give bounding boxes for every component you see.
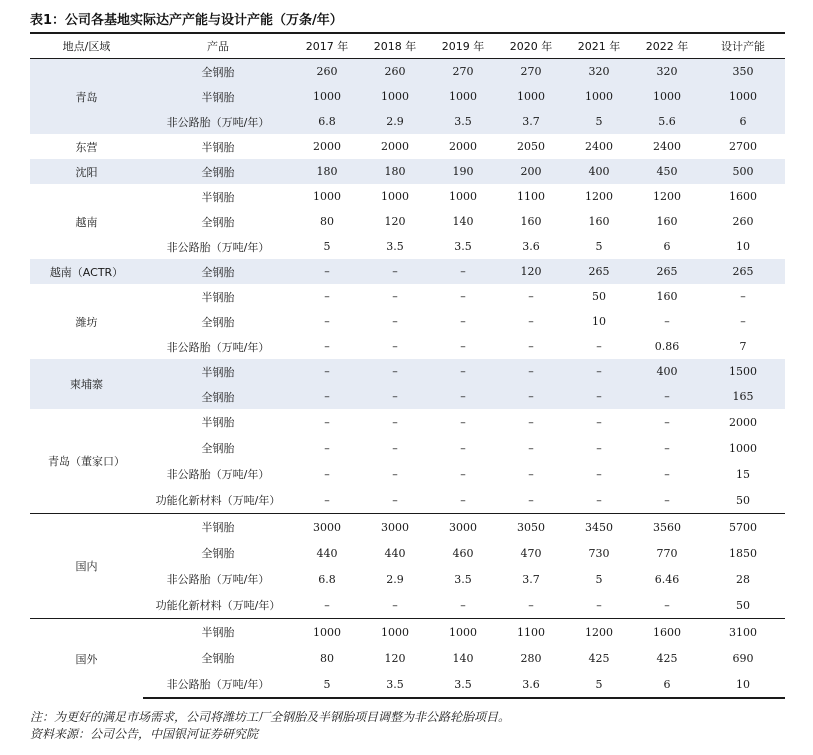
- value-cell: 1100: [497, 619, 565, 646]
- value-cell: –: [293, 359, 361, 384]
- product-cell: 半钢胎: [143, 619, 293, 646]
- value-cell: –: [324, 290, 330, 303]
- value-cell: 440: [316, 546, 338, 560]
- value-cell: –: [596, 415, 602, 429]
- value-cell: 6: [633, 671, 701, 698]
- value-cell: –: [664, 441, 670, 455]
- value-cell: 200: [497, 159, 565, 184]
- product-cell: 半钢胎: [201, 140, 235, 154]
- value-cell: 5.6: [633, 109, 701, 134]
- value-cell: –: [293, 259, 361, 284]
- table-row: [30, 540, 785, 566]
- table-row: [30, 59, 785, 85]
- design-capacity-cell: 1500: [701, 359, 785, 384]
- footnotes: [30, 709, 510, 743]
- design-capacity-cell: 5700: [701, 514, 785, 541]
- value-cell: 3.5: [454, 572, 472, 586]
- value-cell: 280: [520, 651, 542, 665]
- table-row: [30, 645, 785, 671]
- value-cell: 3.5: [429, 671, 497, 698]
- value-cell: 120: [384, 215, 406, 228]
- design-capacity-cell: 690: [732, 651, 754, 665]
- value-cell: 6: [663, 240, 671, 253]
- value-cell: –: [528, 415, 534, 429]
- table-row: [30, 435, 785, 461]
- value-cell: 1000: [361, 84, 429, 109]
- value-cell: –: [392, 467, 398, 481]
- value-cell: 2000: [313, 140, 341, 153]
- value-cell: –: [596, 598, 602, 612]
- value-cell: 120: [384, 651, 406, 665]
- value-cell: 5: [565, 109, 633, 134]
- value-cell: –: [392, 441, 398, 455]
- table-row: [30, 159, 785, 184]
- table-row: [30, 619, 785, 646]
- design-capacity-cell: 28: [736, 572, 750, 586]
- design-capacity-cell: –: [740, 290, 746, 303]
- value-cell: 5: [565, 671, 633, 698]
- design-capacity-cell: 265: [701, 259, 785, 284]
- table-row: [30, 284, 785, 309]
- value-cell: 5: [293, 671, 361, 698]
- value-cell: 1100: [517, 190, 545, 203]
- value-cell: –: [460, 467, 466, 481]
- product-cell: 功能化新材料（万吨/年）: [155, 494, 281, 507]
- value-cell: 3.7: [497, 109, 565, 134]
- table-row: [30, 334, 785, 359]
- value-cell: –: [460, 493, 466, 507]
- table-title: 表1：公司各基地实际达产产能与设计产能（万条/年）: [30, 13, 343, 28]
- value-cell: 1000: [293, 84, 361, 109]
- value-cell: 1200: [565, 619, 633, 646]
- value-cell: –: [460, 441, 466, 455]
- value-cell: 1000: [313, 190, 341, 203]
- value-cell: –: [392, 315, 398, 328]
- region-cell: 沈阳: [30, 159, 143, 184]
- value-cell: –: [528, 340, 534, 353]
- value-cell: 160: [520, 215, 542, 228]
- table-row: [30, 514, 785, 541]
- region-cell: 越南: [75, 215, 98, 229]
- value-cell: 50: [592, 290, 606, 303]
- value-cell: 320: [565, 59, 633, 85]
- design-capacity-cell: 350: [701, 59, 785, 85]
- value-cell: 6.8: [293, 109, 361, 134]
- region-cell: 越南（ACTR）: [30, 259, 143, 284]
- value-cell: 260: [361, 59, 429, 85]
- value-cell: 3000: [361, 514, 429, 541]
- design-capacity-cell: 10: [736, 240, 750, 253]
- value-cell: 1200: [653, 190, 681, 203]
- table-row: [30, 259, 785, 284]
- capacity-table: [30, 32, 785, 699]
- table-row: [30, 134, 785, 159]
- value-cell: 3560: [633, 514, 701, 541]
- value-cell: 3.7: [522, 572, 540, 586]
- region-cell: 东营: [75, 140, 98, 154]
- value-cell: 320: [633, 59, 701, 85]
- value-cell: 440: [384, 546, 406, 560]
- header-row: [30, 33, 785, 59]
- value-cell: 265: [633, 259, 701, 284]
- value-cell: –: [361, 259, 429, 284]
- design-capacity-cell: 1000: [701, 84, 785, 109]
- value-cell: 1000: [497, 84, 565, 109]
- table-row: [30, 384, 785, 409]
- design-capacity-cell: 165: [701, 384, 785, 409]
- value-cell: –: [565, 359, 633, 384]
- value-cell: –: [324, 441, 330, 455]
- value-cell: 1000: [381, 190, 409, 203]
- table-row: [30, 566, 785, 592]
- value-cell: 1200: [585, 190, 613, 203]
- value-cell: –: [392, 493, 398, 507]
- value-cell: –: [460, 598, 466, 612]
- value-cell: 1000: [565, 84, 633, 109]
- value-cell: 5: [323, 240, 331, 253]
- value-cell: 1000: [429, 84, 497, 109]
- value-cell: –: [392, 598, 398, 612]
- value-cell: 470: [520, 546, 542, 560]
- value-cell: –: [664, 493, 670, 507]
- design-capacity-cell: 10: [701, 671, 785, 698]
- value-cell: –: [664, 415, 670, 429]
- product-cell: 非公路胎（万吨/年）: [166, 573, 270, 586]
- design-capacity-cell: 50: [736, 598, 750, 612]
- value-cell: 3.6: [497, 671, 565, 698]
- design-capacity-cell: 2700: [729, 140, 757, 153]
- value-cell: 265: [565, 259, 633, 284]
- product-cell: 半钢胎: [143, 514, 293, 541]
- value-cell: 1000: [429, 619, 497, 646]
- value-cell: –: [361, 384, 429, 409]
- value-cell: 3000: [429, 514, 497, 541]
- product-cell: 非公路胎（万吨/年）: [166, 468, 270, 481]
- product-cell: 功能化新材料（万吨/年）: [155, 599, 281, 612]
- value-cell: 160: [656, 290, 678, 303]
- value-cell: –: [528, 441, 534, 455]
- design-capacity-cell: 1600: [729, 190, 757, 203]
- value-cell: 1000: [449, 190, 477, 203]
- value-cell: –: [361, 359, 429, 384]
- table-row: [30, 359, 785, 384]
- product-cell: 半钢胎: [201, 416, 235, 429]
- value-cell: –: [596, 340, 602, 353]
- table-row: [30, 461, 785, 487]
- table-body: [30, 59, 785, 699]
- value-cell: –: [497, 359, 565, 384]
- value-cell: –: [324, 315, 330, 328]
- value-cell: 160: [588, 215, 610, 228]
- value-cell: 3050: [497, 514, 565, 541]
- value-cell: 3450: [565, 514, 633, 541]
- product-cell: 全钢胎: [201, 547, 235, 560]
- region-cell: 青岛: [30, 59, 143, 135]
- value-cell: –: [324, 340, 330, 353]
- product-cell: 半钢胎: [143, 359, 293, 384]
- product-cell: 非公路胎（万吨/年）: [166, 340, 270, 354]
- value-cell: 3.5: [386, 240, 404, 253]
- value-cell: –: [664, 598, 670, 612]
- value-cell: –: [429, 259, 497, 284]
- value-cell: 260: [293, 59, 361, 85]
- header-2018: 2018 年: [361, 33, 429, 59]
- design-capacity-cell: 2000: [729, 415, 757, 429]
- value-cell: 0.86: [654, 340, 680, 353]
- value-cell: 1000: [361, 619, 429, 646]
- value-cell: –: [460, 415, 466, 429]
- table-row: [30, 487, 785, 514]
- value-cell: –: [324, 598, 330, 612]
- value-cell: –: [528, 467, 534, 481]
- value-cell: 180: [361, 159, 429, 184]
- product-cell: 全钢胎: [143, 259, 293, 284]
- footnote-source: 资料来源：公司公告，中国银河证券研究院: [30, 727, 259, 741]
- value-cell: 400: [633, 359, 701, 384]
- header-2022: 2022 年: [633, 33, 701, 59]
- value-cell: –: [429, 359, 497, 384]
- region-cell: 国外: [30, 619, 143, 699]
- value-cell: –: [460, 315, 466, 328]
- value-cell: –: [392, 290, 398, 303]
- value-cell: 10: [592, 315, 606, 328]
- value-cell: 80: [320, 215, 334, 228]
- design-capacity-cell: 7: [739, 340, 747, 353]
- design-capacity-cell: 6: [701, 109, 785, 134]
- table-row: [30, 184, 785, 209]
- design-capacity-cell: –: [740, 315, 746, 328]
- value-cell: 1000: [293, 619, 361, 646]
- value-cell: 140: [452, 215, 474, 228]
- header-2019: 2019 年: [429, 33, 497, 59]
- table-row: [30, 109, 785, 134]
- value-cell: 3.5: [361, 671, 429, 698]
- value-cell: 770: [656, 546, 678, 560]
- value-cell: –: [596, 493, 602, 507]
- table-row: [30, 309, 785, 334]
- design-capacity-cell: 1000: [729, 441, 757, 455]
- value-cell: 80: [320, 651, 334, 665]
- value-cell: 2050: [517, 140, 545, 153]
- value-cell: 5: [595, 240, 603, 253]
- value-cell: –: [324, 415, 330, 429]
- value-cell: 1000: [633, 84, 701, 109]
- product-cell: 全钢胎: [201, 215, 235, 229]
- value-cell: 400: [565, 159, 633, 184]
- product-cell: 全钢胎: [143, 384, 293, 409]
- header-2021: 2021 年: [565, 33, 633, 59]
- product-cell: 非公路胎（万吨/年）: [143, 671, 293, 698]
- value-cell: 2400: [585, 140, 613, 153]
- header-product: 产品: [143, 33, 293, 59]
- design-capacity-cell: 3100: [701, 619, 785, 646]
- value-cell: –: [528, 493, 534, 507]
- product-cell: 非公路胎（万吨/年）: [166, 240, 270, 254]
- region-cell: 青岛（董家口）: [48, 455, 125, 468]
- value-cell: 6.8: [318, 572, 336, 586]
- value-cell: 160: [656, 215, 678, 228]
- header-region: 地点/区域: [30, 33, 143, 59]
- product-cell: 半钢胎: [201, 190, 235, 204]
- value-cell: –: [528, 598, 534, 612]
- value-cell: –: [565, 384, 633, 409]
- value-cell: –: [596, 467, 602, 481]
- value-cell: –: [429, 384, 497, 409]
- header-design-capacity: 设计产能: [701, 33, 785, 59]
- product-cell: 非公路胎（万吨/年）: [143, 109, 293, 134]
- product-cell: 全钢胎: [201, 315, 235, 329]
- region-cell: 柬埔寨: [30, 359, 143, 409]
- design-capacity-cell: 260: [732, 215, 754, 228]
- value-cell: 730: [588, 546, 610, 560]
- design-capacity-cell: 50: [736, 493, 750, 507]
- value-cell: –: [497, 384, 565, 409]
- value-cell: –: [392, 415, 398, 429]
- value-cell: –: [324, 467, 330, 481]
- region-cell: 潍坊: [75, 315, 98, 329]
- value-cell: 425: [656, 651, 678, 665]
- value-cell: 270: [429, 59, 497, 85]
- value-cell: –: [460, 290, 466, 303]
- region-cell: 国内: [30, 514, 143, 619]
- design-capacity-cell: 1850: [729, 546, 757, 560]
- header-2017: 2017 年: [293, 33, 361, 59]
- value-cell: 425: [588, 651, 610, 665]
- value-cell: 5: [595, 572, 603, 586]
- value-cell: 1600: [633, 619, 701, 646]
- value-cell: 450: [633, 159, 701, 184]
- footnote-note: 注：为更好的满足市场需求，公司将潍坊工厂全钢胎及半钢胎项目调整为非公路轮胎项目。: [30, 710, 511, 724]
- value-cell: –: [528, 315, 534, 328]
- value-cell: –: [664, 467, 670, 481]
- product-cell: 半钢胎: [201, 290, 235, 304]
- value-cell: 2400: [653, 140, 681, 153]
- value-cell: 120: [497, 259, 565, 284]
- value-cell: –: [293, 384, 361, 409]
- value-cell: –: [664, 315, 670, 328]
- table-row: [30, 84, 785, 109]
- value-cell: 460: [452, 546, 474, 560]
- table-row: [30, 209, 785, 234]
- value-cell: –: [324, 493, 330, 507]
- product-cell: 全钢胎: [201, 442, 235, 455]
- value-cell: –: [392, 340, 398, 353]
- value-cell: –: [528, 290, 534, 303]
- value-cell: 3.5: [429, 109, 497, 134]
- design-capacity-cell: 500: [701, 159, 785, 184]
- value-cell: 140: [452, 651, 474, 665]
- product-cell: 半钢胎: [143, 84, 293, 109]
- product-cell: 全钢胎: [143, 159, 293, 184]
- value-cell: 2000: [381, 140, 409, 153]
- value-cell: 180: [293, 159, 361, 184]
- value-cell: 2000: [449, 140, 477, 153]
- table-row: [30, 671, 785, 698]
- table-row: [30, 409, 785, 435]
- value-cell: 270: [497, 59, 565, 85]
- value-cell: 190: [429, 159, 497, 184]
- value-cell: 2.9: [386, 572, 404, 586]
- value-cell: –: [596, 441, 602, 455]
- product-cell: 全钢胎: [143, 59, 293, 85]
- value-cell: 2.9: [361, 109, 429, 134]
- header-2020: 2020 年: [497, 33, 565, 59]
- table-row: [30, 234, 785, 259]
- table-row: [30, 592, 785, 619]
- value-cell: –: [633, 384, 701, 409]
- design-capacity-cell: 15: [736, 467, 750, 481]
- value-cell: –: [460, 340, 466, 353]
- product-cell: 全钢胎: [201, 652, 235, 665]
- value-cell: 6.46: [654, 572, 680, 586]
- value-cell: 3000: [293, 514, 361, 541]
- value-cell: 3.5: [454, 240, 472, 253]
- value-cell: 3.6: [522, 240, 540, 253]
